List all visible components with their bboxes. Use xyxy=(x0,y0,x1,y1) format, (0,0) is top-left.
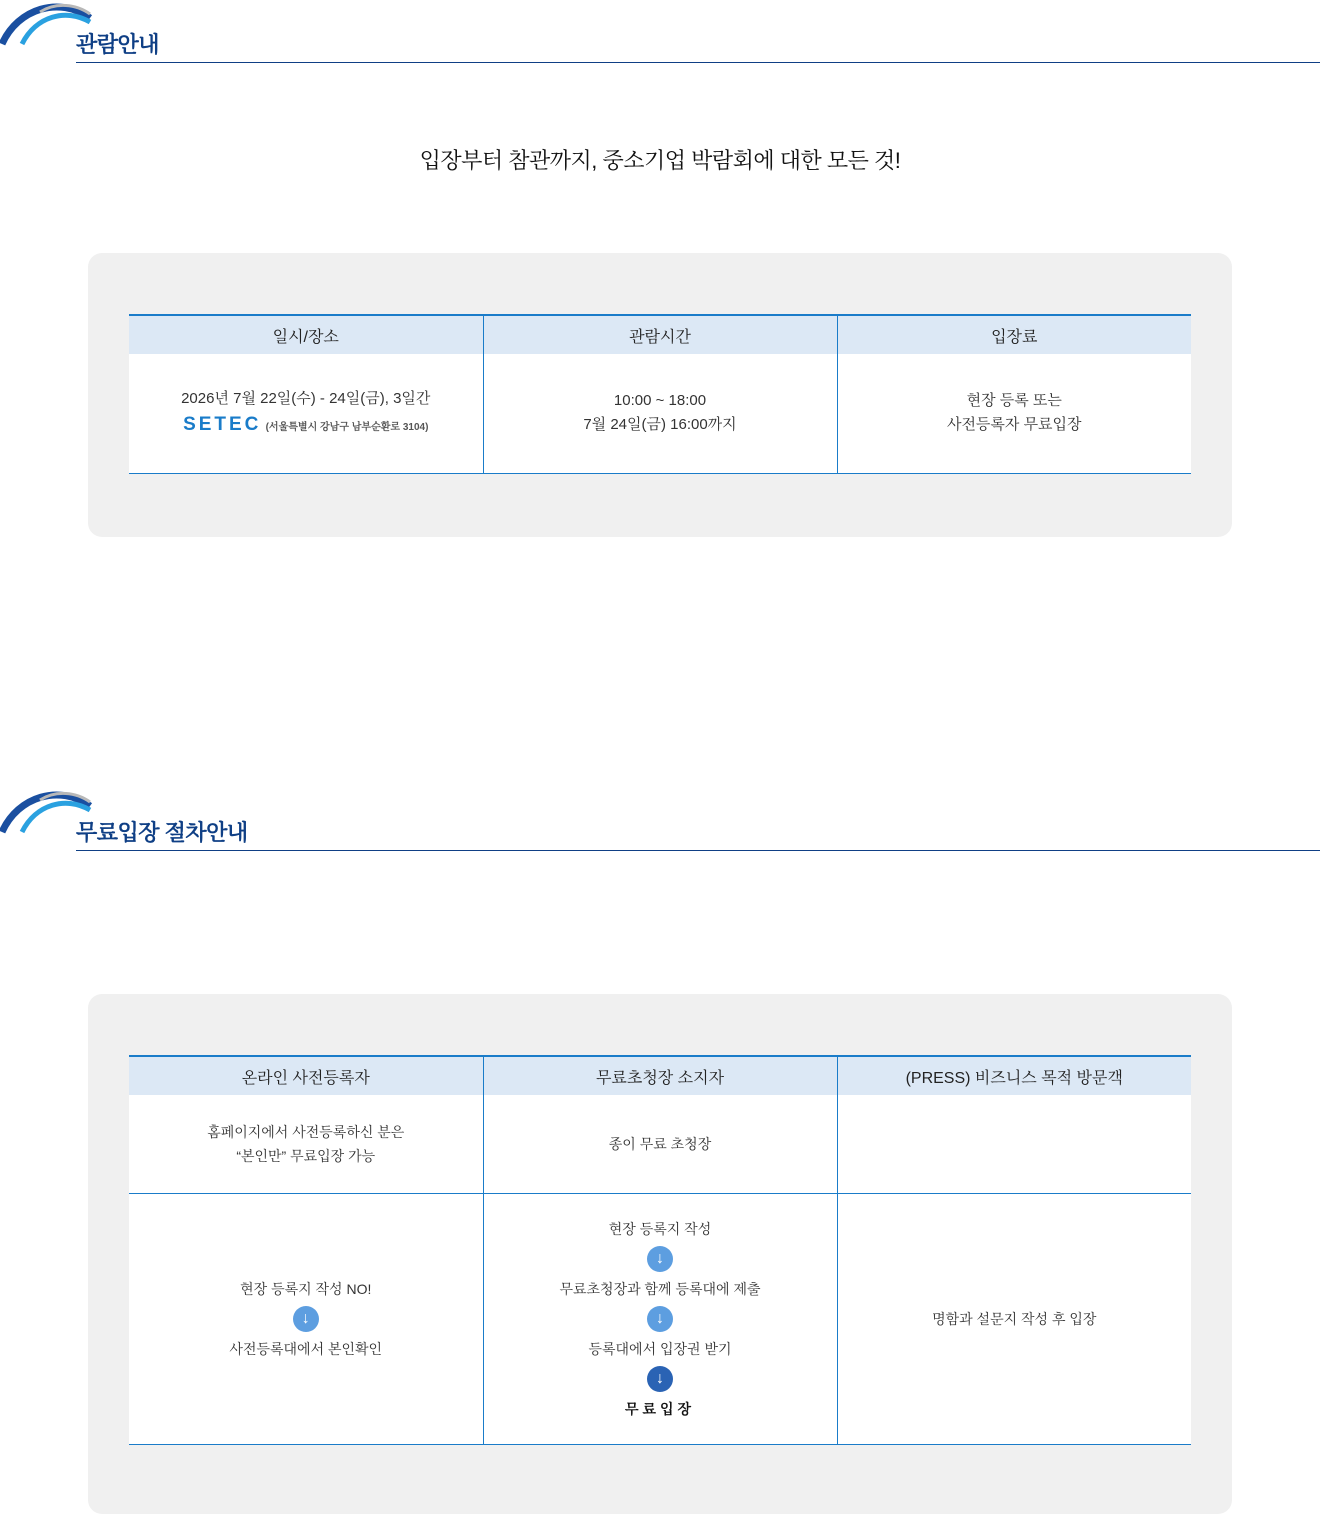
info-table xyxy=(129,314,1191,474)
online-description-cell xyxy=(129,1095,483,1193)
online-line-1: 홈페이지에서 사전등록하신 분은 xyxy=(207,1123,405,1140)
info-panel xyxy=(88,253,1232,537)
hours-line-2: 7월 24일(금) 16:00까지 xyxy=(583,416,737,434)
section-title: 관람안내 xyxy=(76,32,160,57)
venue-address: (서울특별시 강남구 남부순환로 3104) xyxy=(265,421,429,433)
step-text: 현장 등록지 작성 NO! xyxy=(240,1280,372,1297)
event-date: 2026년 7월 22일(수) - 24일(금), 3일간 xyxy=(181,389,431,407)
table-row xyxy=(129,354,1191,473)
step-text: 등록대에서 입장권 받기 xyxy=(588,1340,732,1357)
arrow-down-circle-icon: ↓ xyxy=(647,1246,673,1272)
table-row xyxy=(129,1193,1191,1444)
venue-line xyxy=(129,413,483,440)
step-text: 무료초청장과 함께 등록대에 제출 xyxy=(559,1280,761,1297)
invitation-steps-cell xyxy=(483,1193,837,1444)
header-date-venue: 일시/장소 xyxy=(129,315,483,354)
fee-line-2: 사전등록자 무료입장 xyxy=(946,416,1082,434)
section-divider xyxy=(76,850,1320,851)
fee-line-1: 현장 등록 또는 xyxy=(966,392,1062,410)
arrow-down-circle-icon: ↓ xyxy=(647,1306,673,1332)
date-venue-cell xyxy=(129,354,483,473)
business-description-cell xyxy=(837,1095,1191,1193)
table-header-row xyxy=(129,1056,1191,1095)
fee-cell xyxy=(837,354,1191,473)
business-steps-cell: 명함과 설문지 작성 후 입장 xyxy=(837,1193,1191,1444)
invitation-description-cell: 종이 무료 초청장 xyxy=(483,1095,837,1193)
header-fee: 입장료 xyxy=(837,315,1191,354)
section-divider xyxy=(76,62,1320,63)
procedure-panel xyxy=(88,994,1232,1514)
online-steps-cell xyxy=(129,1193,483,1444)
header-invitation-holder: 무료초청장 소지자 xyxy=(483,1056,837,1095)
header-hours: 관람시간 xyxy=(483,315,837,354)
arrow-down-circle-icon: ↓ xyxy=(293,1306,319,1332)
final-step-free-entry: 무료입장 xyxy=(624,1400,696,1417)
table-header-row xyxy=(129,315,1191,354)
hours-cell xyxy=(483,354,837,473)
step-text: 현장 등록지 작성 xyxy=(608,1220,712,1237)
section-title: 무료입장 절차안내 xyxy=(76,820,248,845)
venue-name: SETEC xyxy=(183,413,262,435)
table-row xyxy=(129,1095,1191,1193)
step-text: 사전등록대에서 본인확인 xyxy=(229,1340,383,1357)
procedure-table xyxy=(129,1055,1191,1445)
header-business-visitor: (PRESS) 비즈니스 목적 방문객 xyxy=(837,1056,1191,1095)
header-online-preregistered: 온라인 사전등록자 xyxy=(129,1056,483,1095)
online-line-2: “본인만” 무료입장 가능 xyxy=(236,1147,376,1164)
hours-line-1: 10:00 ~ 18:00 xyxy=(613,392,707,410)
section-header-viewing xyxy=(0,0,1320,64)
section-header-procedure xyxy=(0,788,1320,852)
intro-text: 입장부터 참관까지, 중소기업 박람회에 대한 모든 것! xyxy=(419,148,901,173)
arrow-down-circle-icon: ↓ xyxy=(647,1366,673,1392)
